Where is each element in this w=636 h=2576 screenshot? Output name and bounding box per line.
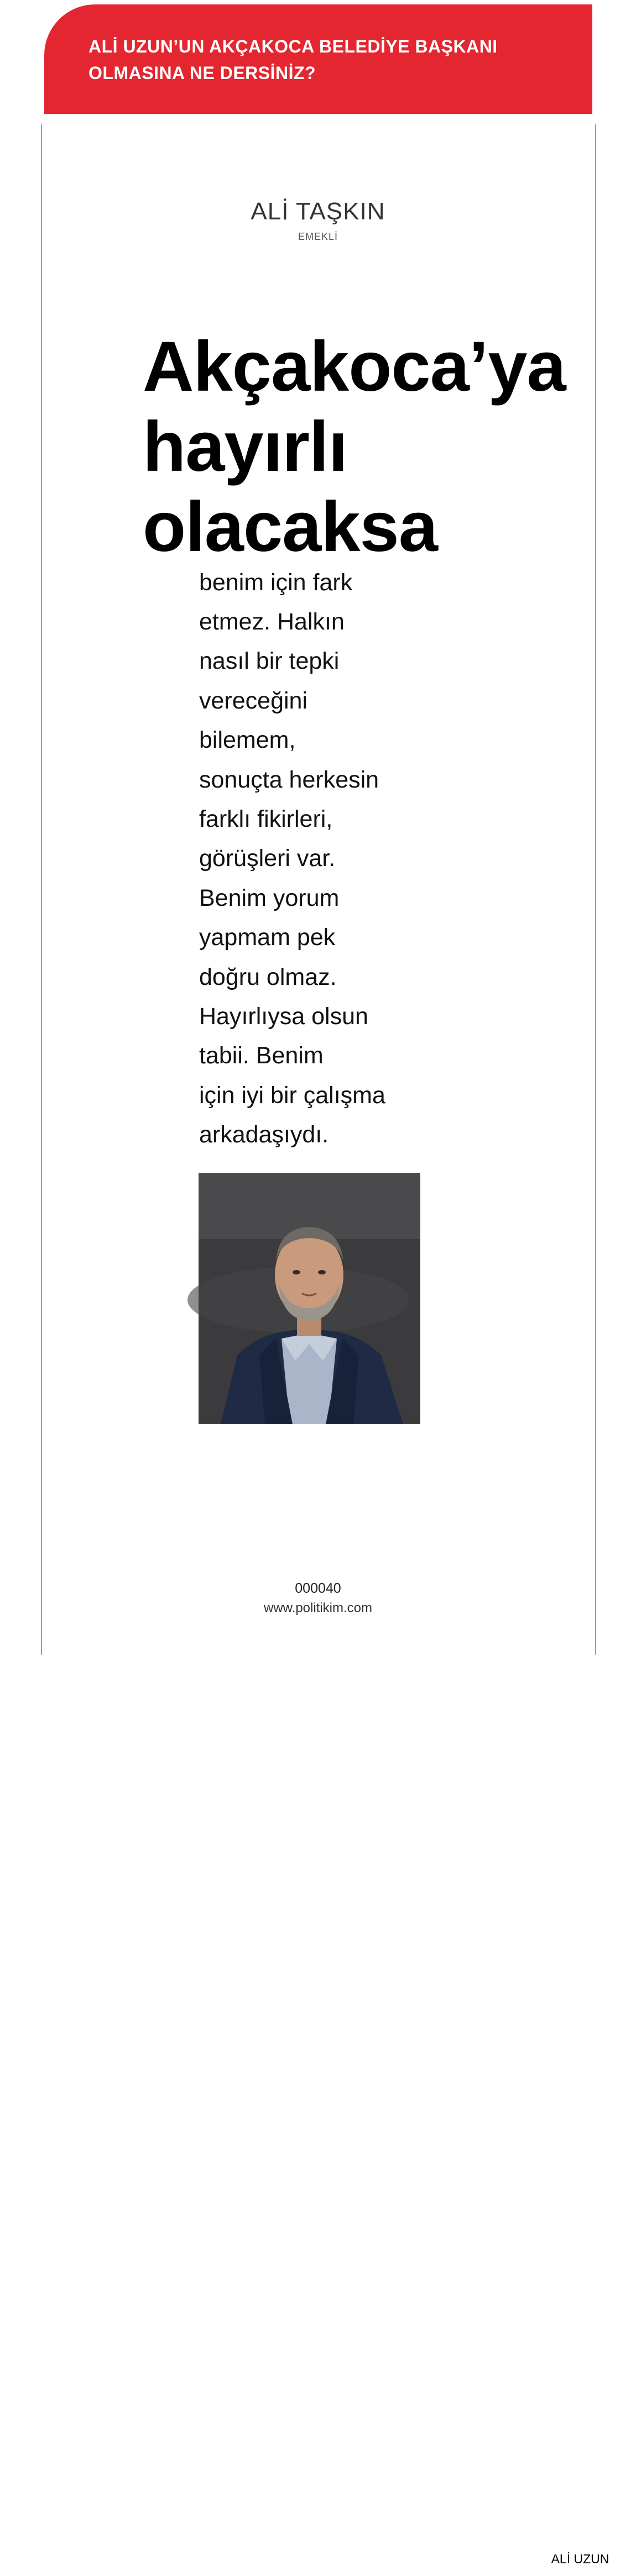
body-line: görüşleri var. [199, 845, 336, 872]
body-line: doğru olmaz. [199, 964, 337, 990]
body-line: benim için fark [199, 569, 353, 596]
photo-caption: ALİ UZUN [541, 2542, 619, 2576]
body-line: sonuçta herkesin [199, 767, 379, 793]
body-line: etmez. Halkın [199, 608, 345, 635]
question-banner [44, 4, 592, 114]
question-line-1: ALİ UZUN’UN AKÇAKOCA BELEDİYE BAŞKANI [88, 36, 498, 56]
body-line: farklı fikirleri, [199, 806, 333, 832]
headline-line-2: hayırlı [143, 407, 348, 486]
body-line: tabii. Benim [199, 1042, 324, 1069]
headline-line-1: Akçakoca’ya [143, 327, 566, 406]
body-line: bilemem, [199, 727, 296, 753]
body-line: yapmam pek [199, 924, 336, 951]
body-line: için iyi bir çalışma [199, 1082, 385, 1109]
website-url[interactable]: www.politikim.com [263, 1601, 373, 1615]
portrait-illustration [199, 1173, 420, 1424]
body-line: arkadaşıydı. [199, 1121, 329, 1148]
page-number: 000040 [295, 1581, 341, 1596]
body-line: Hayırlıysa olsun [199, 1003, 368, 1030]
right-border-line [595, 124, 596, 1655]
author-name: ALİ TAŞKIN [251, 198, 385, 225]
headline-line-3: olacaksa [143, 487, 437, 566]
body-line: Benim yorum [199, 885, 340, 911]
question-line-2: OLMASINA NE DERSİNİZ? [88, 63, 316, 83]
left-border-line [41, 124, 42, 1655]
author-role: EMEKLİ [298, 231, 338, 242]
body-line: vereceğini [199, 688, 307, 714]
body-line: nasıl bir tepki [199, 648, 340, 674]
